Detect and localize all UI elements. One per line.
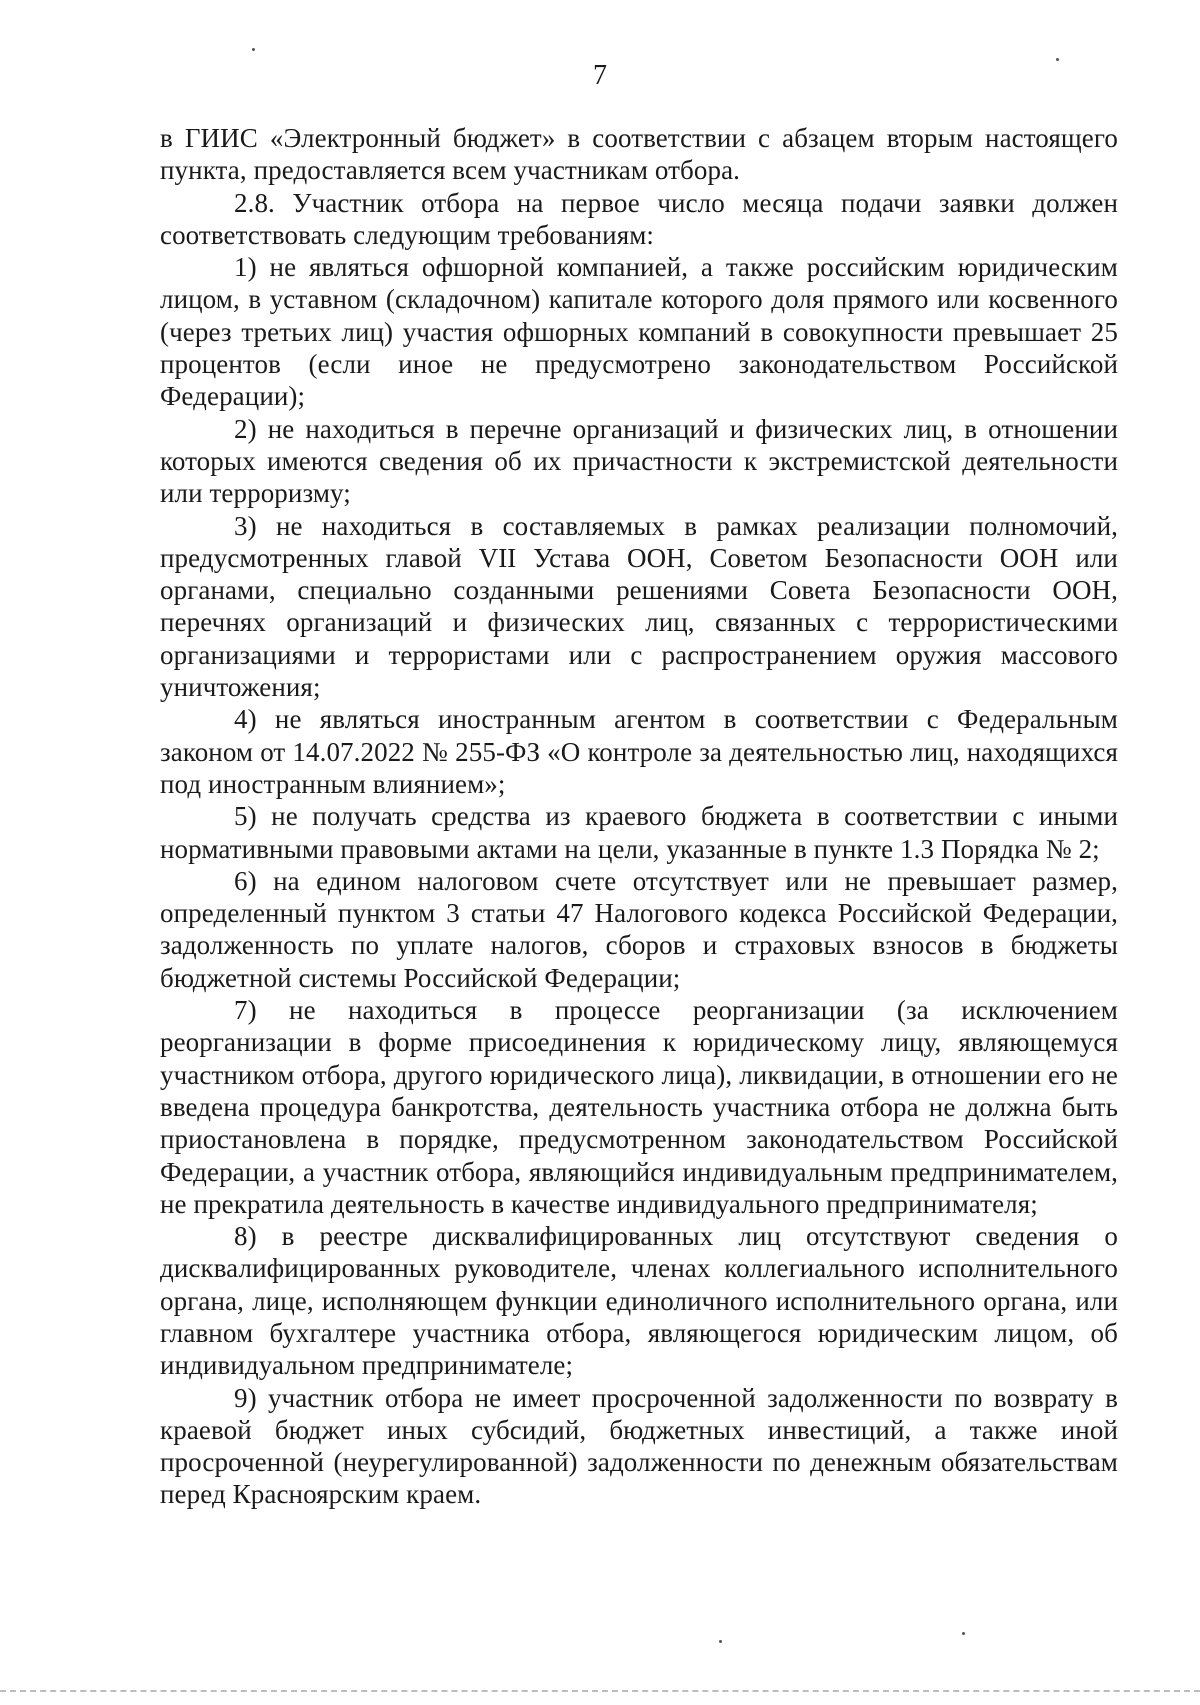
clause-2-8: 2.8. Участник отбора на первое число месяца подачи заявки должен соответствовать следующим требованиям: — [160, 187, 1118, 250]
requirement-item-9: 9) участник отбора не имеет просроченной задолженности по возврату в краевой бюджет иных субсидий, бюджетных инвестиций, а также иной просроченной (неурегулированной) задолженности по денежным обязательствам перед Красноярским краем. — [160, 1382, 1118, 1510]
paragraph-continuation: в ГИИС «Электронный бюджет» в соответствии с абзацем вторым настоящего пункта, предоставляется всем участникам отбора. — [160, 123, 1118, 186]
page-number: 7 — [593, 60, 607, 91]
requirement-item-4: 4) не являться иностранным агентом в соответствии с Федеральным законом от 14.07.2022 № 255-ФЗ «О контроле за деятельностью лиц, находящихся под иностранным влиянием»; — [160, 704, 1118, 799]
scan-speck — [719, 1640, 722, 1643]
requirement-item-1: 1) не являться офшорной компанией, а также российским юридическим лицом, в уставном (складочном) капитале которого доля прямого или косвенного (через третьих лиц) участия офшорных компаний в совокупности превышает 25 процентов (если иное не предусмотрено законодательством Российской Федерации); — [160, 252, 1118, 412]
requirement-item-6: 6) на едином налоговом счете отсутствует или не превышает размер, определенный пунктом 3 статьи 47 Налогового кодекса Российской Федерации, задолженность по уплате налогов, сборов и страховых взносов в бюджеты бюджетной системы Российской Федерации; — [160, 865, 1118, 993]
scan-speck — [1056, 58, 1059, 61]
requirement-item-3: 3) не находиться в составляемых в рамках реализации полномочий, предусмотренных главой VII Устава ООН, Советом Безопасности ООН или органами, специально созданными решениями Совета Безопасности ООН, перечнях организаций и физических лиц, связанных с террористическими организациями и террористами или с распространением оружия массового уничтожения; — [160, 510, 1118, 703]
requirement-item-5: 5) не получать средства из краевого бюджета в соответствии с иными нормативными правовыми актами на цели, указанные в пункте 1.3 Порядка № 2; — [160, 801, 1118, 864]
requirement-item-7: 7) не находиться в процессе реорганизации (за исключением реорганизации в форме присоединения к юридическому лицу, являющемуся участником отбора, другого юридического лица), ликвидации, в отношении его не введена процедура банкротства, деятельность участника отбора не должна быть приостановлена в порядке, предусмотренном законодательством Российской Федерации, а участник отбора, являющийся индивидуальным предпринимателем, не прекратила деятельность в качестве индивидуального предпринимателя; — [160, 995, 1118, 1219]
scan-edge-line — [0, 1690, 1200, 1692]
document-body — [160, 122, 1118, 1511]
requirement-item-2: 2) не находиться в перечне организаций и физических лиц, в отношении которых имеются сведения об их причастности к экстремистской деятельности или терроризму; — [160, 413, 1118, 509]
scan-speck — [252, 48, 255, 51]
requirement-item-8: 8) в реестре дисквалифицированных лиц отсутствуют сведения о дисквалифицированных руководителе, членах коллегиального исполнительного органа, лице, исполняющем функции единоличного исполнительного органа, или главном бухгалтере участника отбора, являющегося юридическим лицом, об индивидуальном предпринимателе; — [160, 1221, 1118, 1381]
scan-speck — [962, 1632, 965, 1635]
